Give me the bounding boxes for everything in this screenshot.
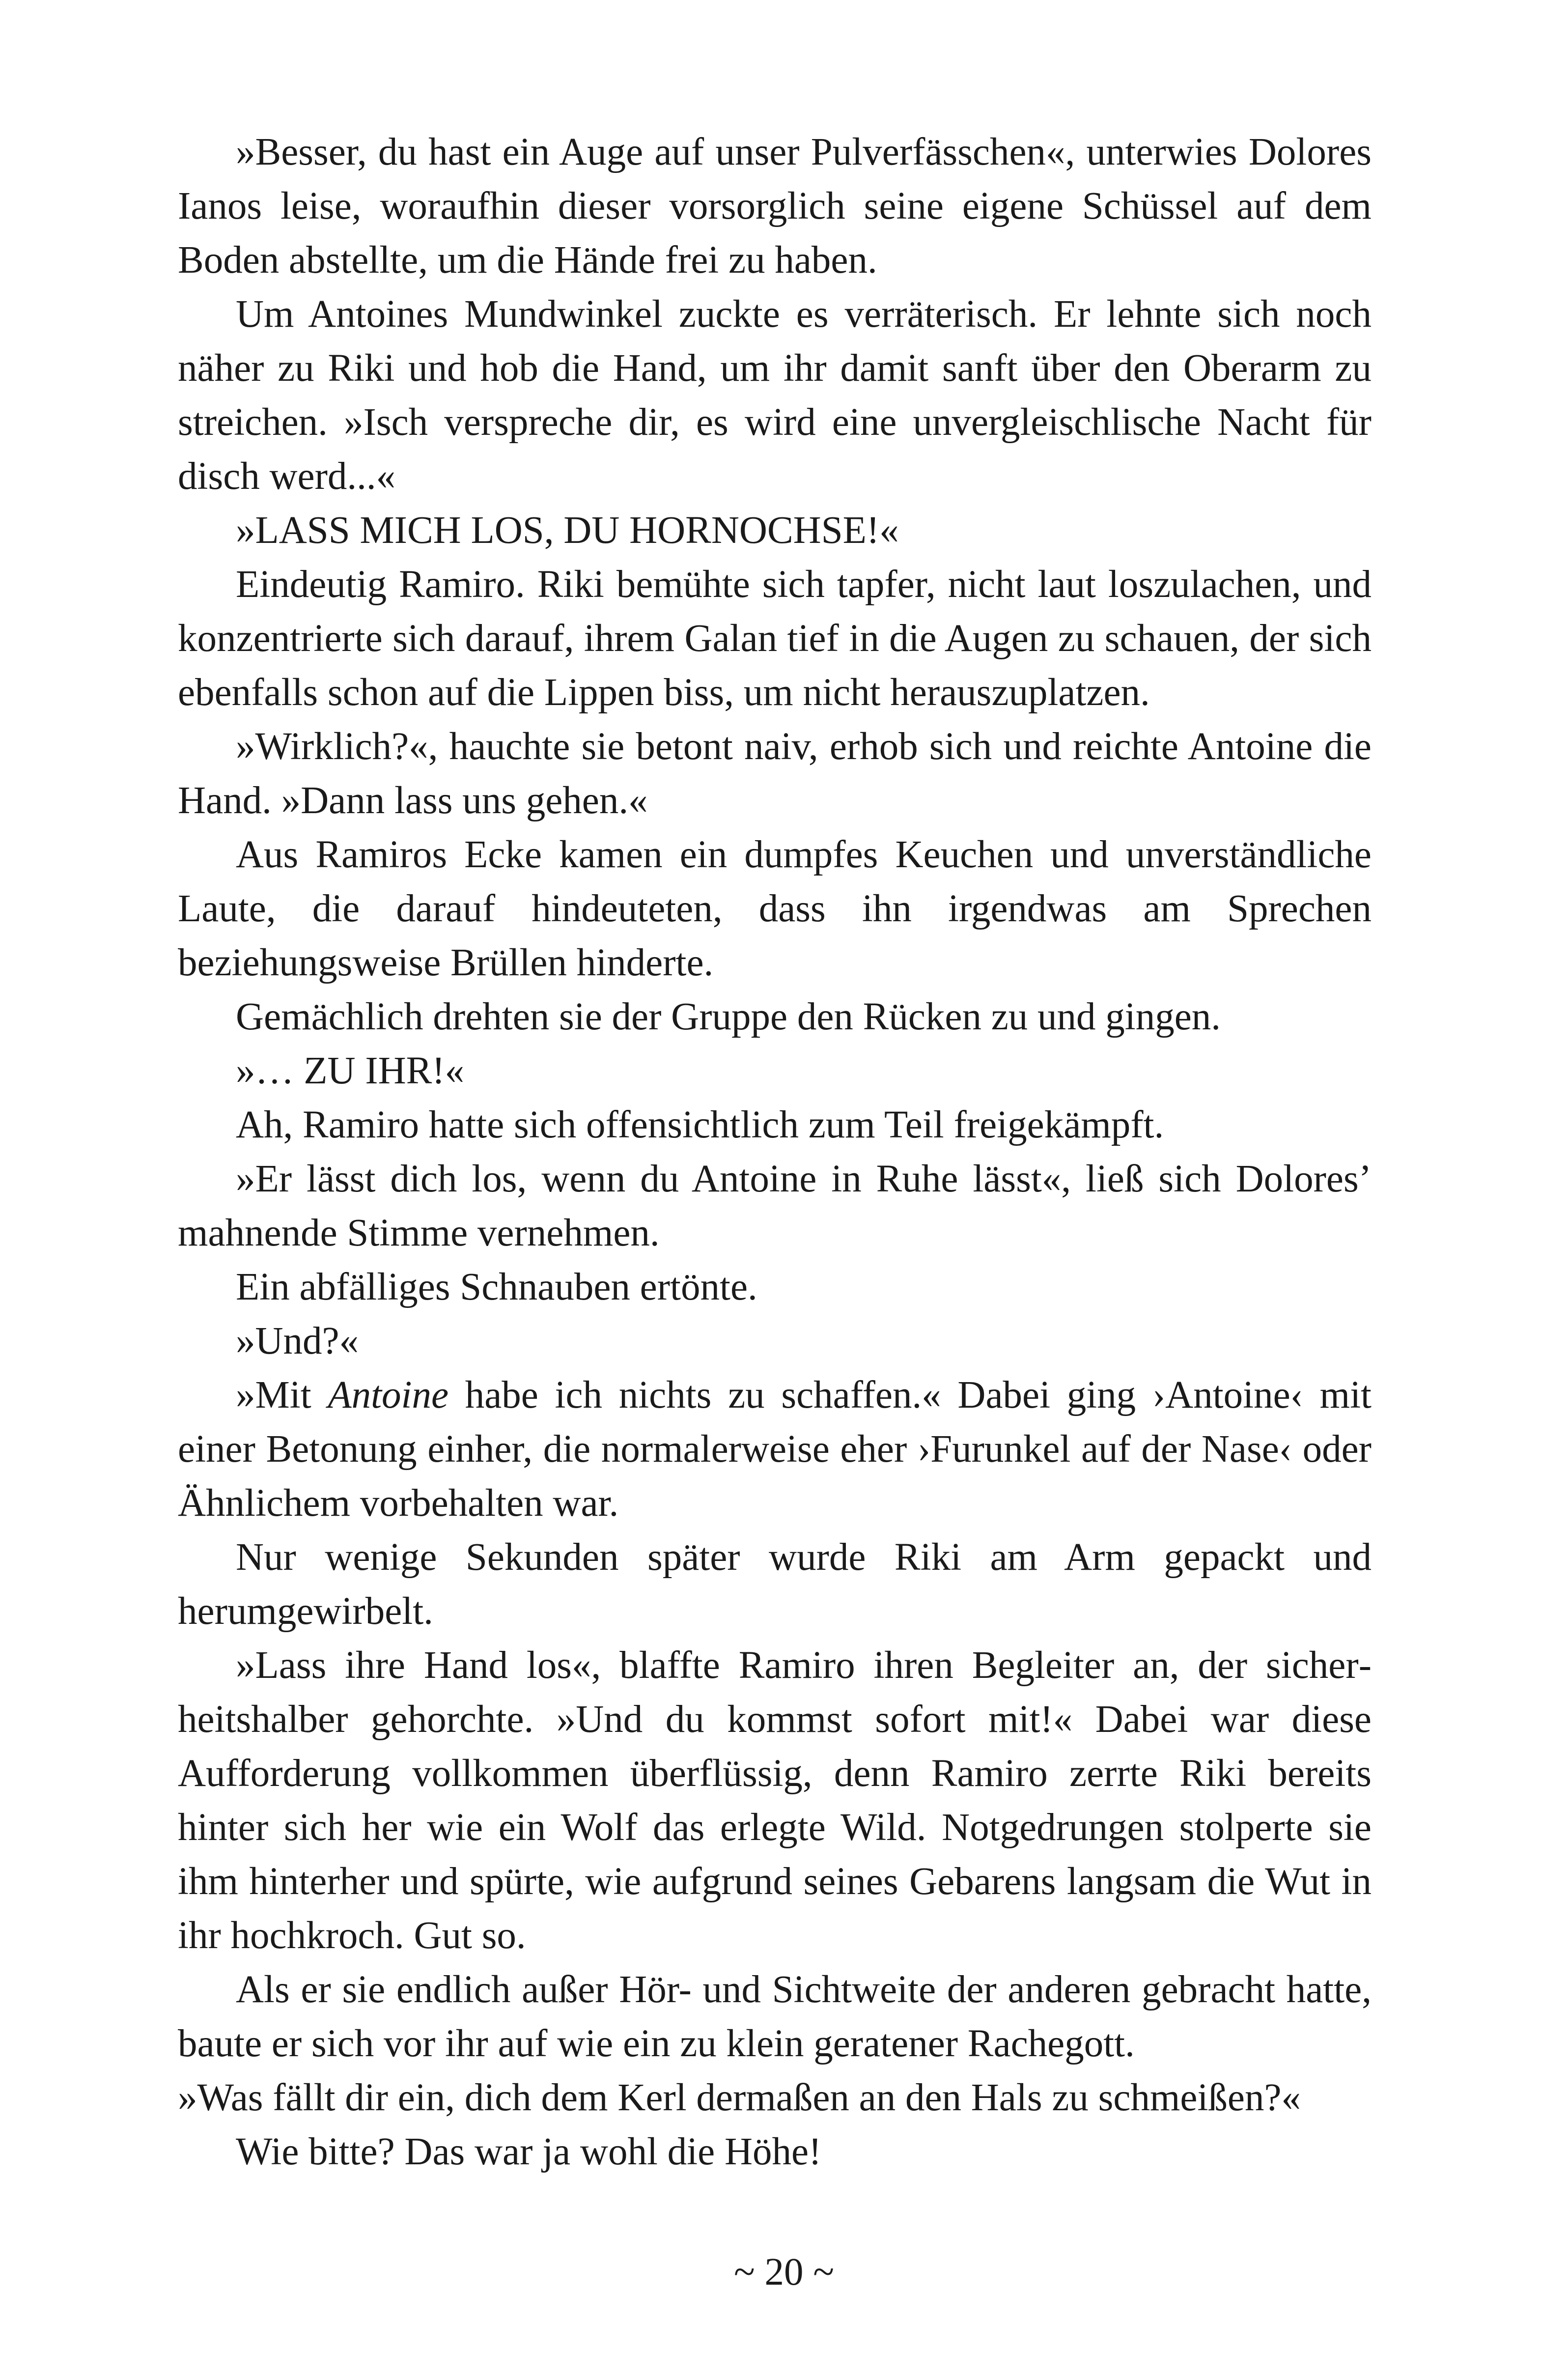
body-text [178,125,1372,2179]
paragraph: Um Antoines Mundwinkel zuckte es verräterisch. Er lehnte sich noch näher zu Riki und hob die Hand, um ihr damit sanft über den Oberarm zu streichen. »Isch verspreche dir, es wird eine unvergleischlische Nacht für disch werd...« [178,293,1372,498]
paragraph: »Lass ihre Hand los«, blaffte Ramiro ihren Begleiter an, der sicherheitshalber gehorchte. »Und du kommst sofort mit!« Dabei war diese Aufforderung vollkommen überflüssig, denn Ramiro zerrte Riki bereits hinter sich her wie ein Wolf das erlegte Wild. Notgedrungen stolperte sie ihm hinterher und spürte, wie aufgrund seines Gebarens langsam die Wut in ihr hochkroch. Gut so. [178,1644,1372,1957]
paragraph: Nur wenige Sekunden später wurde Riki am Arm gepackt und herumgewirbelt. [178,1536,1372,1633]
paragraph: »LASS MICH LOS, DU HORNOCHSE!« [236,509,899,552]
paragraph: Als er sie endlich außer Hör- und Sichtweite der anderen gebracht hatte, baute er sich vor ihr auf wie ein zu klein geratener Rachegott. [178,1968,1372,2065]
page-number: ~ 20 ~ [734,2251,834,2294]
emphasized-name: Antoine [328,1374,449,1416]
paragraph: »Und?« [236,1320,359,1362]
paragraph: »Besser, du hast ein Auge auf unser Pulverfässchen«, unterwies Dolores Ianos leise, woraufhin dieser vorsorglich seine eigene Schüssel auf dem Boden abstellte, um die Hände frei zu haben. [178,131,1372,282]
paragraph: Aus Ramiros Ecke kamen ein dumpfes Keuchen und unverständliche Laute, die darauf hindeuteten, dass ihn irgendwas am Sprechen beziehungsweise Brüllen hinderte. [178,833,1372,984]
paragraph: Ah, Ramiro hatte sich offensichtlich zum Teil freigekämpft. [236,1104,1164,1146]
paragraph: »Wirklich?«, hauchte sie betont naiv, erhob sich und reichte Antoine die Hand. »Dann lass uns gehen.« [178,725,1372,822]
paragraph: Gemächlich drehten sie der Gruppe den Rücken zu und gingen. [236,995,1221,1038]
paragraph: Wie bitte? Das war ja wohl die Höhe! [236,2130,822,2173]
paragraph: Eindeutig Ramiro. Riki bemühte sich tapfer, nicht laut loszulachen, und konzentrierte sich darauf, ihrem Galan tief in die Augen zu schauen, der sich ebenfalls schon auf die Lippen biss, um nicht herauszuplatzen. [178,563,1372,714]
paragraph-text: habe ich nichts zu schaffen.« Dabei ging ›Antoine‹ mit einer Betonung einher, die normalerweise eher ›Furunkel auf der Nase‹ oder Ähnlichem vorbehalten war. [178,1374,1372,1525]
paragraph-continuation: »Was fällt dir ein, dich dem Kerl dermaßen an den Hals zu schmeißen?« [178,2076,1301,2119]
paragraph: »… ZU IHR!« [236,1049,465,1092]
paragraph-with-emphasis [178,1368,1372,1530]
paragraph-text: »Mit [236,1374,328,1416]
paragraph: »Er lässt dich los, wenn du Antoine in Ruhe lässt«, ließ sich Dolores’ mahnende Stimme vernehmen. [178,1158,1372,1254]
paragraph: Ein abfälliges Schnauben ertönte. [236,1266,757,1308]
